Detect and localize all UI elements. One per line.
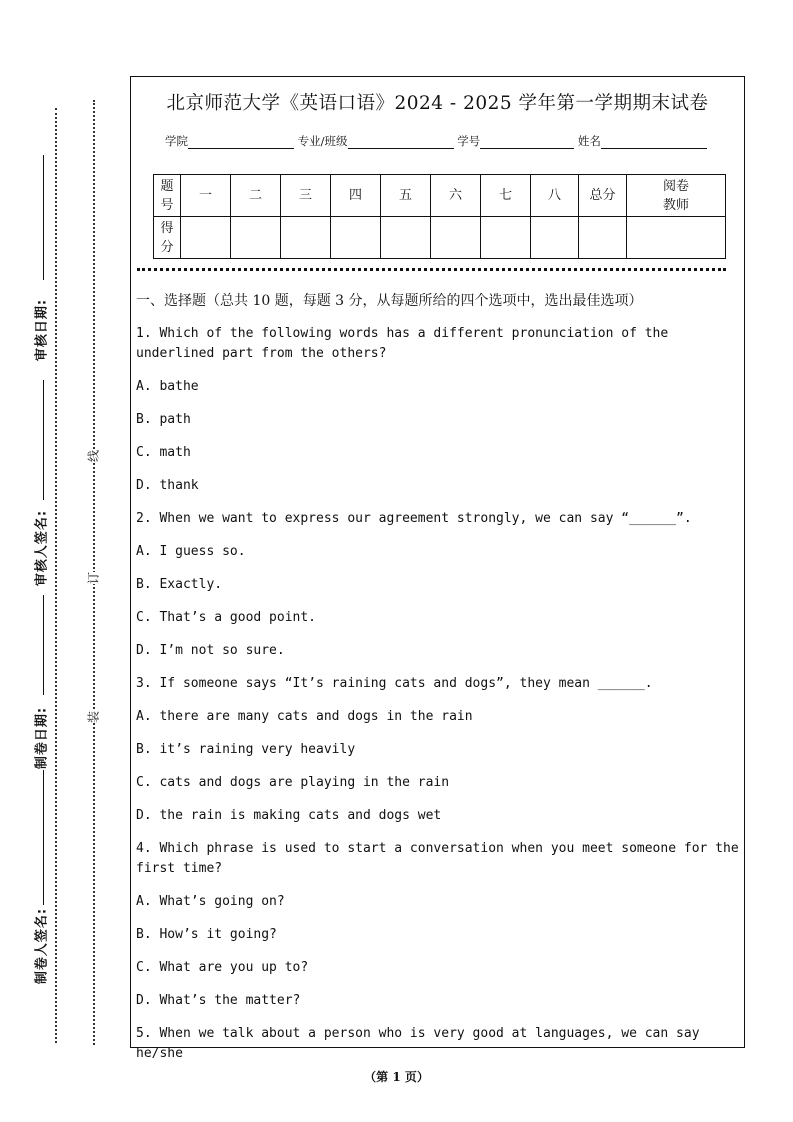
score-table-header-row	[154, 175, 726, 217]
bind-mark-line: 线	[82, 450, 105, 462]
score-cell[interactable]	[381, 217, 431, 259]
table-cell: 三	[281, 175, 331, 217]
score-cell[interactable]	[281, 217, 331, 259]
college-field[interactable]	[188, 136, 294, 149]
exam-title: 北京师范大学《英语口语》2024 - 2025 学年第一学期期末试卷	[166, 93, 709, 114]
page-number: （第 1 页）	[364, 1070, 429, 1084]
signature-line	[43, 770, 44, 905]
question-text: 3. If someone says “It’s raining cats and dogs”, they mean ______.	[136, 676, 653, 691]
table-cell: 一	[181, 175, 231, 217]
score-cell[interactable]	[531, 217, 579, 259]
question-text: 1. Which of the following words has a different pronunciation of the underlined part from the others?	[136, 326, 669, 361]
question-text: 2. When we want to express our agreement strongly, we can say “______”.	[136, 511, 692, 526]
reviewer-signature-label: 审核人签名:	[34, 509, 50, 587]
score-cell[interactable]	[331, 217, 381, 259]
table-cell: 四	[331, 175, 381, 217]
major-class-field[interactable]	[348, 136, 454, 149]
college-label: 学院	[165, 134, 188, 148]
table-cell: 六	[431, 175, 481, 217]
bind-mark-staple: 订	[82, 572, 105, 584]
signature-line	[43, 155, 44, 280]
author-date-label: 制卷日期:	[34, 706, 50, 770]
reviewer-date-label: 审核日期:	[34, 298, 50, 362]
score-cell-grader[interactable]	[627, 217, 726, 259]
option-item: A. I guess so.	[136, 544, 246, 559]
table-cell-question-no: 题号	[154, 175, 181, 217]
signature-line	[43, 595, 44, 695]
table-cell-total: 总分	[579, 175, 627, 217]
option-item: C. cats and dogs are playing in the rain	[136, 775, 450, 790]
name-label: 姓名	[577, 134, 601, 148]
name-field[interactable]	[601, 136, 707, 149]
score-cell[interactable]	[431, 217, 481, 259]
author-signature-label: 制卷人签名:	[34, 907, 50, 985]
cut-line-dotted	[55, 108, 57, 1043]
question-text: 5. When we talk about a person who is very good at languages, we can say he/she	[136, 1026, 700, 1061]
score-cell-total[interactable]	[579, 217, 627, 259]
score-cell[interactable]	[181, 217, 231, 259]
major-class-label: 专业/班级	[297, 134, 348, 148]
bind-mark-bind: 装	[82, 711, 105, 723]
score-cell[interactable]	[231, 217, 281, 259]
option-item: C. That’s a good point.	[136, 610, 317, 625]
option-item: B. it’s raining very heavily	[136, 742, 356, 757]
student-info-row	[165, 133, 707, 149]
student-id-label: 学号	[457, 134, 481, 148]
option-item: A. What’s going on?	[136, 894, 285, 909]
option-item: A. there are many cats and dogs in the rain	[136, 709, 473, 724]
option-item: D. the rain is making cats and dogs wet	[136, 808, 442, 823]
option-item: C. What are you up to?	[136, 960, 309, 975]
table-cell: 二	[231, 175, 281, 217]
question-text: 4. Which phrase is used to start a conversation when you meet someone for the first time?	[136, 841, 739, 876]
questions-content	[136, 291, 740, 1077]
score-table-score-row	[154, 217, 726, 259]
table-cell: 八	[531, 175, 579, 217]
table-cell: 七	[481, 175, 531, 217]
option-item: C. math	[136, 445, 191, 460]
option-item: B. Exactly.	[136, 577, 223, 592]
score-cell[interactable]	[481, 217, 531, 259]
student-id-field[interactable]	[480, 136, 574, 149]
signature-line	[43, 380, 44, 500]
header-divider	[137, 268, 726, 271]
option-item: B. path	[136, 412, 191, 427]
option-item: D. I’m not so sure.	[136, 643, 285, 658]
option-item: A. bathe	[136, 379, 199, 394]
table-cell: 五	[381, 175, 431, 217]
table-cell-score-label: 得分	[154, 217, 181, 259]
score-table	[153, 174, 726, 259]
option-item: B. How’s it going?	[136, 927, 277, 942]
exam-frame	[130, 76, 745, 1061]
table-cell-grader: 阅卷教师	[627, 175, 726, 217]
section-title: 一、选择题（总共 10 题，每题 3 分，从每题所给的四个选项中，选出最佳选项）	[136, 293, 643, 309]
option-item: D. thank	[136, 478, 199, 493]
option-item: D. What’s the matter?	[136, 993, 301, 1008]
